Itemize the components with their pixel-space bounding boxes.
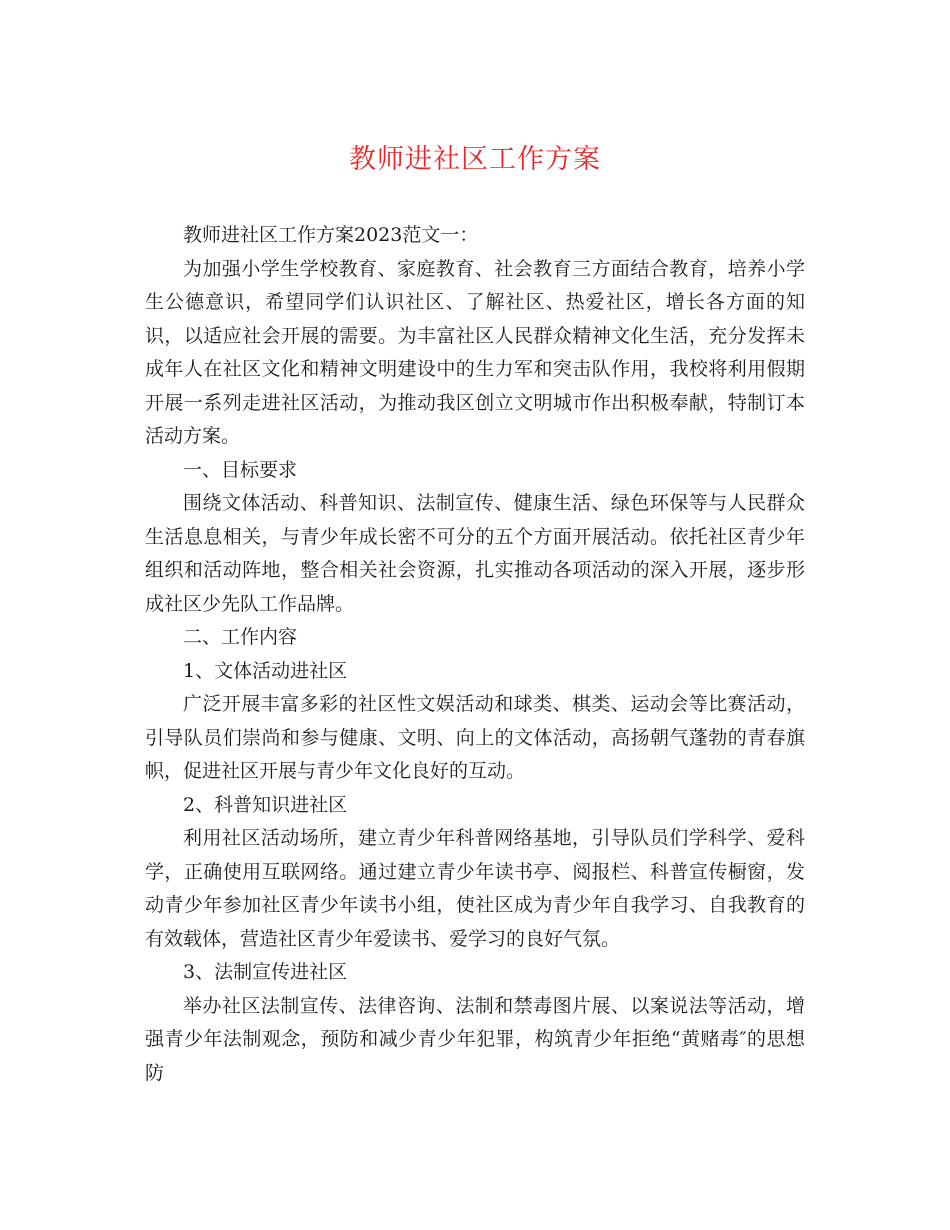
paragraph-goals: 围绕文体活动、科普知识、法制宣传、健康生活、绿色环保等与人民群众生活息息相关，与青少年成长密不可分的五个方面开展活动。依托社区青少年组织和活动阵地，整合相关社会资源，扎实推动各项活动的深入开展，逐步形成社区少先队工作品牌。 bbox=[145, 492, 805, 615]
paragraph-legal: 举办社区法制宣传、法律咨询、法制和禁毒图片展、以案说法等活动，增强青少年法制观念，预防和减少青少年犯罪，构筑青少年拒绝“黄赌毒″的思想防 bbox=[145, 994, 805, 1084]
document-body bbox=[145, 219, 805, 1090]
paragraph-sports: 广泛开展丰富多彩的社区性文娱活动和球类、棋类、运动会等比赛活动，引导队员们崇尚和参与健康、文明、向上的文体活动，高扬朝气蓬勃的青春旗帜，促进社区开展与青少年文化良好的互动。 bbox=[145, 693, 805, 782]
paragraph-purpose: 为加强小学生学校教育、家庭教育、社会教育三方面结合教育，培养小学生公德意识，希望同学们认识社区、了解社区、热爱社区，增长各方面的知识，以适应社会开展的需要。为丰富社区人民群众精神文化生活，充分发挥未成年人在社区文化和精神文明建设中的生力军和突击队作用，我校将利用假期开展一系列走进社区活动，为推动我区创立文明城市作出积极奉献，特制订本活动方案。 bbox=[145, 257, 805, 447]
section-heading-work-content: 二、工作内容 bbox=[183, 626, 298, 648]
section-heading-goals: 一、目标要求 bbox=[183, 458, 298, 481]
subheading-legal: 3、法制宣传进社区 bbox=[183, 961, 348, 983]
paragraph-science: 利用社区活动场所，建立青少年科普网络基地，引导队员们学科学、爱科学，正确使用互联网络。通过建立青少年读书亭、阅报栏、科普宣传橱窗，发动青少年参加社区青少年读书小组，使社区成为青少年自我学习、自我教育的有效载体，营造社区青少年爱读书、爱学习的良好气氛。 bbox=[145, 827, 805, 950]
subheading-science: 2、科普知识进社区 bbox=[183, 793, 348, 816]
subheading-sports: 1、文体活动进社区 bbox=[183, 659, 348, 682]
paragraph-intro: 教师进社区工作方案2023范文一： bbox=[183, 224, 479, 246]
document-title: 教师进社区工作方案 bbox=[349, 144, 601, 175]
